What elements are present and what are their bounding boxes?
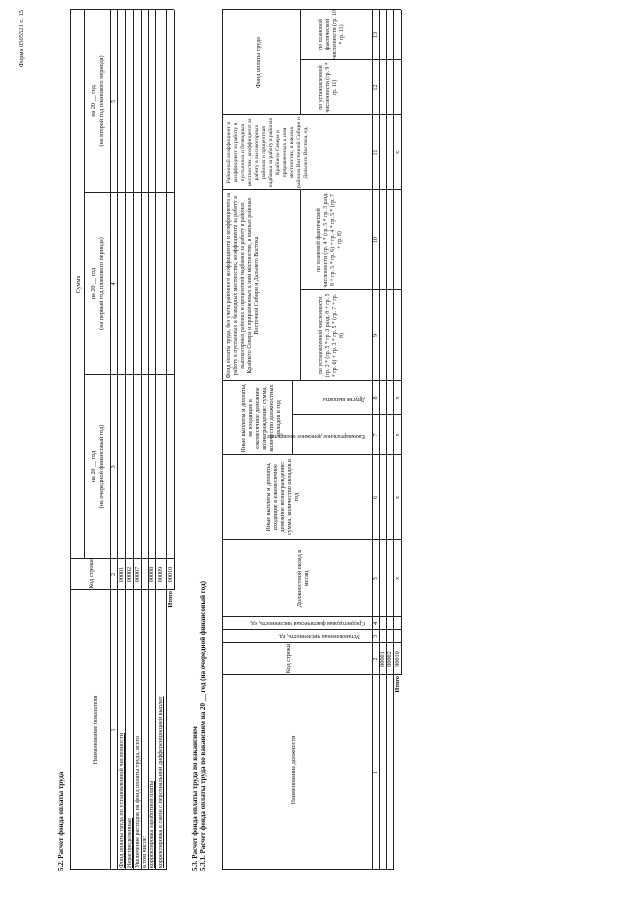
period-3-year: на 20 __ год: [90, 85, 97, 117]
total-52-code: 00010: [167, 566, 174, 583]
col-53-fakt: Среднегодовая фактическая численность, ед.: [249, 620, 365, 626]
period-1-desc: (на очередной финансовый год): [98, 424, 105, 509]
row-53-code: 00001: [379, 651, 386, 667]
colnum-3: 3: [110, 465, 117, 469]
col-53-fond-fakt: по плановой фактической численности (гр. 10 * гр. 11): [318, 10, 345, 59]
col-53-name: Наименование должности: [290, 735, 297, 805]
row-52-name: в том числе:: [141, 835, 148, 868]
form-label: Форма 0505521 с. 15: [18, 10, 25, 68]
colnum-53-7: 7: [372, 433, 379, 437]
row-52-code: 00002: [126, 566, 133, 583]
section-53-title: 5.3. Расчет фонда оплаты труда по вакансиям: [191, 726, 199, 871]
colnum-53-9: 9: [372, 333, 379, 338]
row-52-name: Фонд оплаты труда по установленной численности: [118, 732, 125, 868]
colnum-2: 2: [110, 572, 117, 577]
period-3-desc: (на второй год планового периода): [98, 55, 105, 147]
col-53-ust: Установленная численность, ед.: [278, 633, 360, 639]
col-head-code: Код строки: [88, 559, 95, 589]
total-53-code: 90010: [394, 651, 401, 667]
row-52-code: 00001: [118, 566, 125, 583]
col-head-sums: Сумма: [75, 275, 82, 294]
colnum-53-2: 2: [372, 657, 379, 661]
x-mark: х: [394, 576, 401, 581]
col-53-fot: Фонд оплаты труда, без учета районного коэффициента и коэффициента за работу в пустынных и безводных местностях, коэффициента за работу в высокогорных районах и процентной надбавки за работу в районах Крайнего Севера и приравненных к ним местностях, в южных районах Восточной Сибири и Дальнего Востока: [226, 192, 260, 379]
row-52-code: 00009: [157, 566, 164, 583]
row-52-name: Увеличение расходов на фонд оплаты труда, всего: [134, 735, 141, 868]
col-53-ezhe: Ежеквартальное денежное поощрение: [267, 433, 365, 439]
section-52-title: 5.2. Расчет фонда оплаты труда: [57, 771, 65, 871]
col-53-rk: Районный коэффициент и коэффициент за работу в пустынных и безводных местностях, коэффициент за работу в высокогорных районах и процентная надбавка за работу в районах Крайнего Севера и приравненных к ним местностях, в южных районах Восточной Сибири и Дальнего Востока, ед.: [226, 117, 309, 188]
colnum-53-3: 3: [372, 634, 379, 639]
col-53-inye2: Иные выплаты и доплаты, не входящие в ежемесячное денежное вознаграждение: сумма, количество должностных окладов в год: [240, 383, 282, 453]
row-52-code: 00008: [148, 566, 155, 583]
colnum-53-12: 12: [372, 84, 379, 91]
colnum-4: 4: [110, 282, 117, 286]
col-53-code: Код строки: [285, 643, 292, 674]
col-53-oklad: Должностной оклад в месяц: [296, 549, 310, 608]
total-53-label: Итого: [394, 676, 401, 693]
row-53-code: 00002: [386, 651, 393, 667]
colnum-53-10: 10: [372, 236, 379, 244]
colnum-53-1: 1: [372, 770, 379, 775]
col-53-fond: Фонд оплаты труда: [255, 37, 262, 88]
x-mark: х: [394, 433, 401, 437]
period-2-desc: (на первый год планового периода): [98, 237, 105, 330]
row-52-name: Нераспределенные: [126, 817, 133, 868]
colnum-53-13: 13: [372, 31, 379, 39]
col-53-drugie: Другие выплаты: [322, 396, 365, 402]
section-53-subtitle: 5.3.1. Расчет фонда оплаты труда по вакансиям на 20 __ год (на очередной финансовый год): [199, 581, 207, 871]
row-52-name: корректировка заработной платы: [148, 781, 155, 868]
colnum-53-5: 5: [372, 576, 379, 581]
x-mark: х: [394, 495, 401, 500]
period-1-year: на 20 __ год: [90, 450, 97, 483]
row-52-name: корректировка в связи с персональной дифференциацией выплат: [157, 696, 164, 868]
x-mark: х: [394, 150, 401, 155]
col-53-fond-ust: по установленной численности (гр. 9 * гр. 11): [318, 62, 338, 113]
colnum-53-8: 8: [372, 396, 379, 400]
period-2-year: на 20 __ год: [90, 267, 97, 300]
row-52-code: 00007: [134, 566, 141, 583]
colnum-5: 5: [110, 99, 117, 104]
col-head-name: Наименование показателя: [92, 695, 99, 765]
col-53-inye: Иные выплаты и доплаты, входящие в ежемесячное денежное вознаграждение: сумма, количество окладов в год: [265, 459, 300, 535]
col-53-fot-fakt: по плановой фактической численности (гр. 4 * (гр. 5 * гр. 3 разд. 8 + гр. 5 * гр. 6) + гр. 4 * гр. 5 * (гр. 7 + гр. 8): [316, 192, 343, 288]
colnum-53-4: 4: [372, 621, 379, 626]
colnum-53-6: 6: [372, 495, 379, 500]
col-53-fot-ust: по установленной численности (гр. 3 * (гр. 5 * гр. 3 разд. 8 + гр. 5 * гр. 6) + гр. 3 * гр. 5 * (гр. 7 + гр. 8): [318, 293, 345, 378]
colnum-1: 1: [110, 728, 117, 732]
total-52-label: Итого: [167, 591, 174, 608]
x-mark: х: [394, 396, 401, 400]
colnum-53-11: 11: [372, 149, 379, 156]
